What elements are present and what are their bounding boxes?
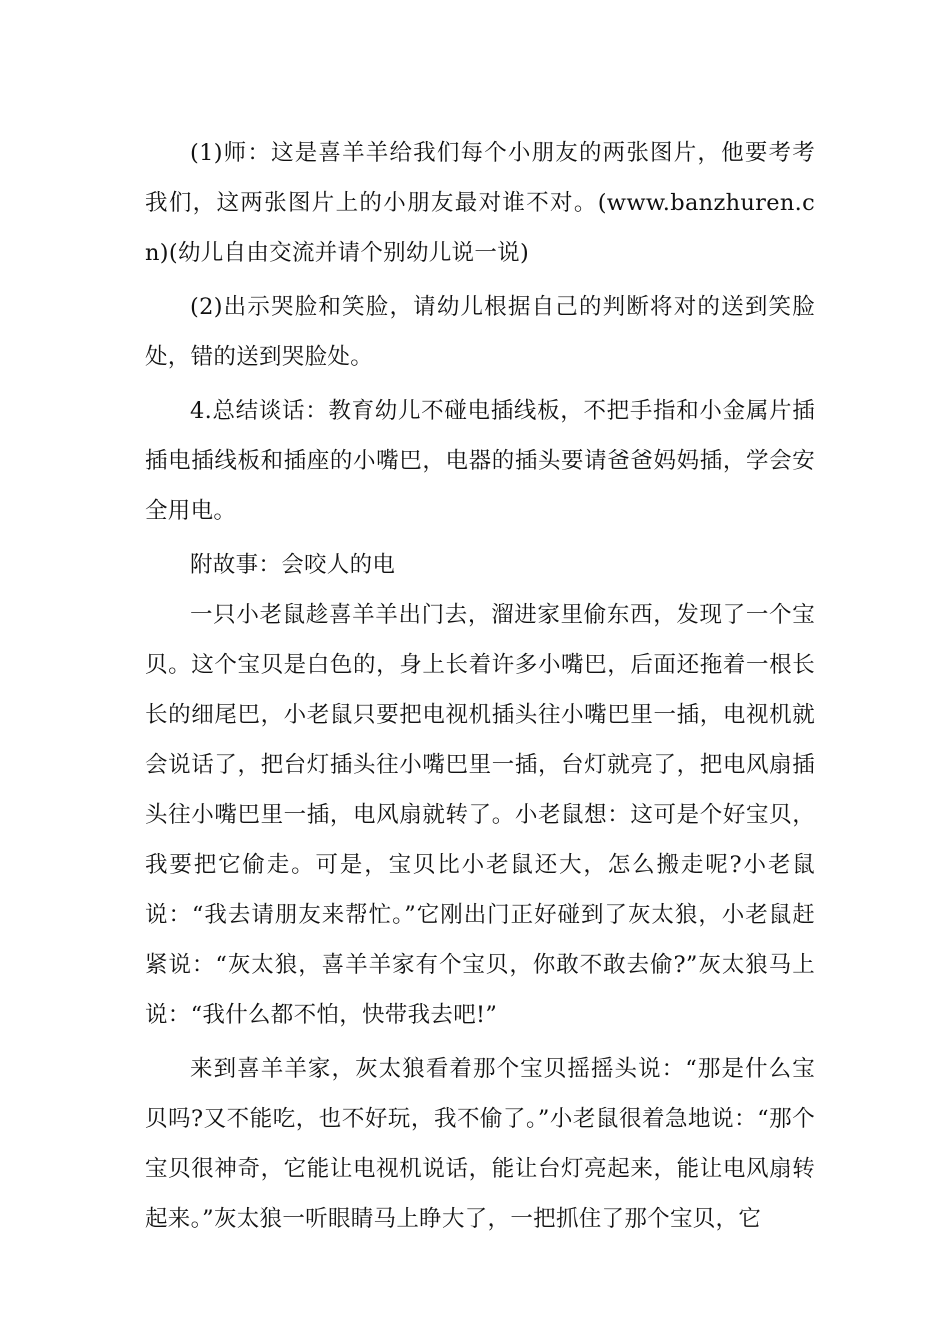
paragraph-summary: 4.总结谈话：教育幼儿不碰电插线板，不把手指和小金属片插插电插线板和插座的小嘴巴，电器的插头要请爸爸妈妈插，学会安全用电。 [145,398,815,524]
story-title: 附故事：会咬人的电 [190,552,396,578]
document-body [145,128,815,1244]
paragraph-activity-2: (2)出示哭脸和笑脸，请幼儿根据自己的判断将对的送到笑脸处，错的送到哭脸处。 [145,294,815,370]
paragraph-story-1: 一只小老鼠趁喜羊羊出门去，溜进家里偷东西，发现了一个宝贝。这个宝贝是白色的，身上长着许多小嘴巴，后面还拖着一根长长的细尾巴，小老鼠只要把电视机插头往小嘴巴里一插，电视机就会说话了，把台灯插头往小嘴巴里一插，台灯就亮了，把电风扇插头往小嘴巴里一插，电风扇就转了。小老鼠想：这可是个好宝贝，我要把它偷走。可是，宝贝比小老鼠还大，怎么搬走呢?小老鼠说：“我去请朋友来帮忙。”它刚出门正好碰到了灰太狼，小老鼠赶紧说：“灰太狼，喜羊羊家有个宝贝，你敢不敢去偷?”灰太狼马上说：“我什么都不怕，快带我去吧!” [145,602,815,1028]
paragraph-story-2: 来到喜羊羊家，灰太狼看着那个宝贝摇摇头说：“那是什么宝贝吗?又不能吃，也不好玩，我不偷了。”小老鼠很着急地说：“那个宝贝很神奇，它能让电视机说话，能让台灯亮起来，能让电风扇转起来。”灰太狼一听眼睛马上睁大了，一把抓住了那个宝贝，它 [145,1056,815,1232]
paragraph-activity-1: (1)师：这是喜羊羊给我们每个小朋友的两张图片，他要考考我们，这两张图片上的小朋友最对谁不对。(www.banzhuren.cn)(幼儿自由交流并请个别幼儿说一说) [145,140,815,266]
